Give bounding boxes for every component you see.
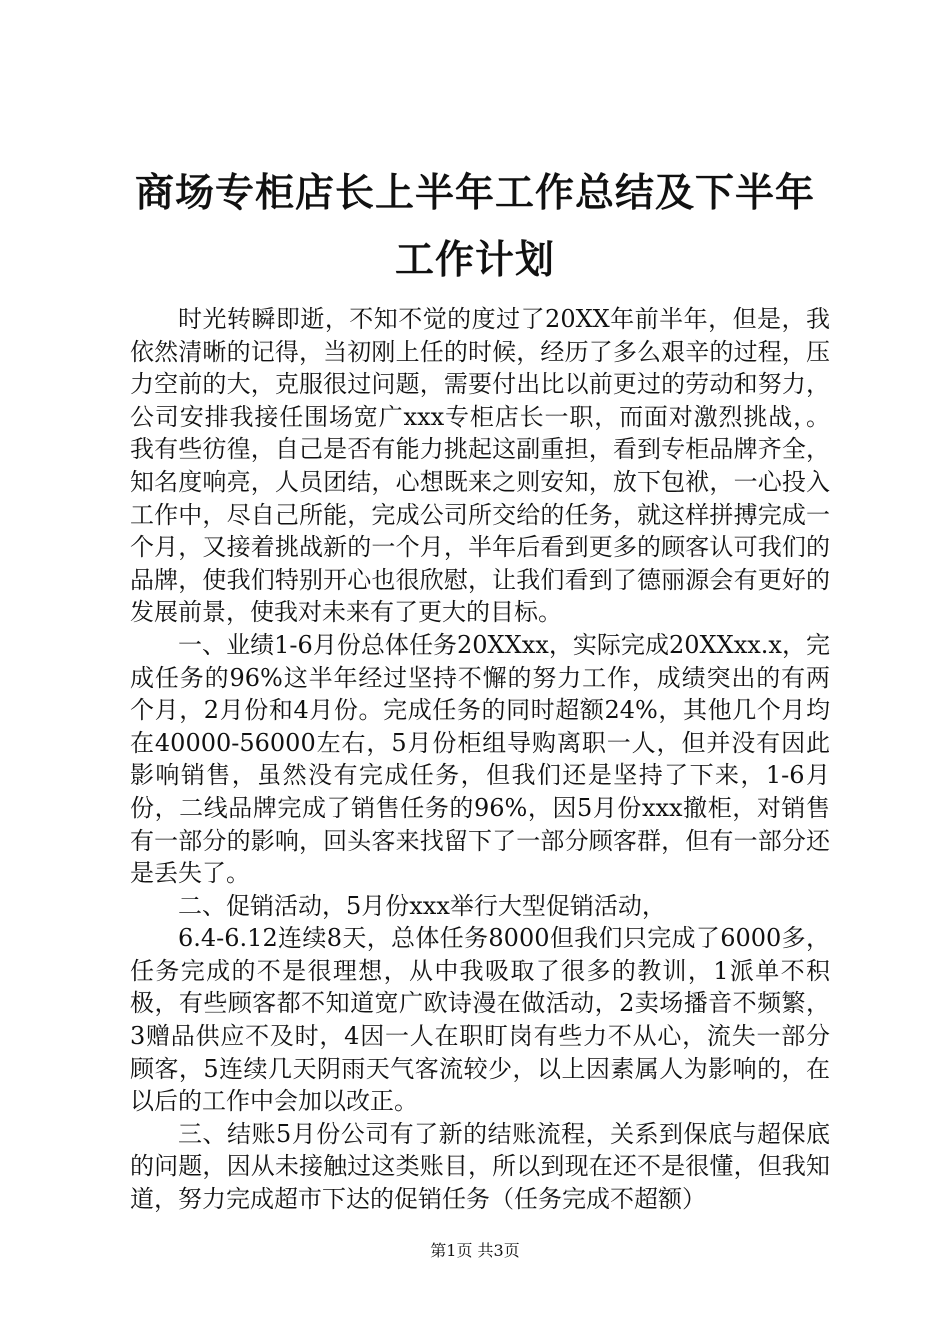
document-title: 商场专柜店长上半年工作总结及下半年工作计划: [134, 171, 815, 283]
paragraph-intro: 时光转瞬即逝，不知不觉的度过了20XX年前半年，但是，我依然清晰的记得，当初刚上任的时候，经历了多么艰辛的过程，压力空前的大，克服很过问题，需要付出比以前更过的劳动和努力，公司安排我接任围场宽广xxx专柜店长一职，而面对激烈挑战，。我有些彷徨，自己是否有能力挑起这副重担，看到专柜品牌齐全，知名度响亮，人员团结，心想既来之则安知，放下包袱，一心投入工作中，尽自己所能，完成公司所交给的任务，就这样拼搏完成一个月，又接着挑战新的一个月，半年后看到更多的顾客认可我们的品牌，使我们特别开心也很欣慰，让我们看到了德丽源会有更好的发展前景，使我对未来有了更大的目标。: [130, 305, 830, 627]
page-number-footer: 第1页 共3页: [430, 1241, 520, 1260]
paragraph-performance: 一、业绩1-6月份总体任务20XXxx，实际完成20XXxx.x，完成任务的96%这半年经过坚持不懈的努力工作，成绩突出的有两个月，2月份和4月份。完成任务的同时超额24%，其他几个月均在40000-56000左右，5月份柜组导购离职一人，但并没有因此影响销售，虽然没有完成任务，但我们还是坚持了下来，1-6月份，二线品牌完成了销售任务的96%，因5月份xxx撤柜，对销售有一部分的影响，回头客来找留下了一部分顾客群，但有一部分还是丢失了。: [130, 630, 830, 888]
document-body: [130, 303, 830, 1216]
paragraph-promotion-detail: 6.4-6.12连续8天，总体任务8000但我们只完成了6000多，任务完成的不是很理想，从中我吸取了很多的教训，1派单不积极，有些顾客都不知道宽广欧诗漫在做活动，2卖场播音不频繁，3赠品供应不及时，4因一人在职盯岗有些力不从心，流失一部分顾客，5连续几天阴雨天气客流较少，以上因素属人为影响的，在以后的工作中会加以改正。: [130, 924, 830, 1116]
paragraph-settlement: 三、结账5月份公司有了新的结账流程，关系到保底与超保底的问题，因从未接触过这类账目，所以到现在还不是很懂，但我知道，努力完成超市下达的促销任务（任务完成不超额）: [130, 1119, 830, 1214]
paragraph-promotion-heading: 二、促销活动，5月份xxx举行大型促销活动，: [178, 891, 666, 920]
